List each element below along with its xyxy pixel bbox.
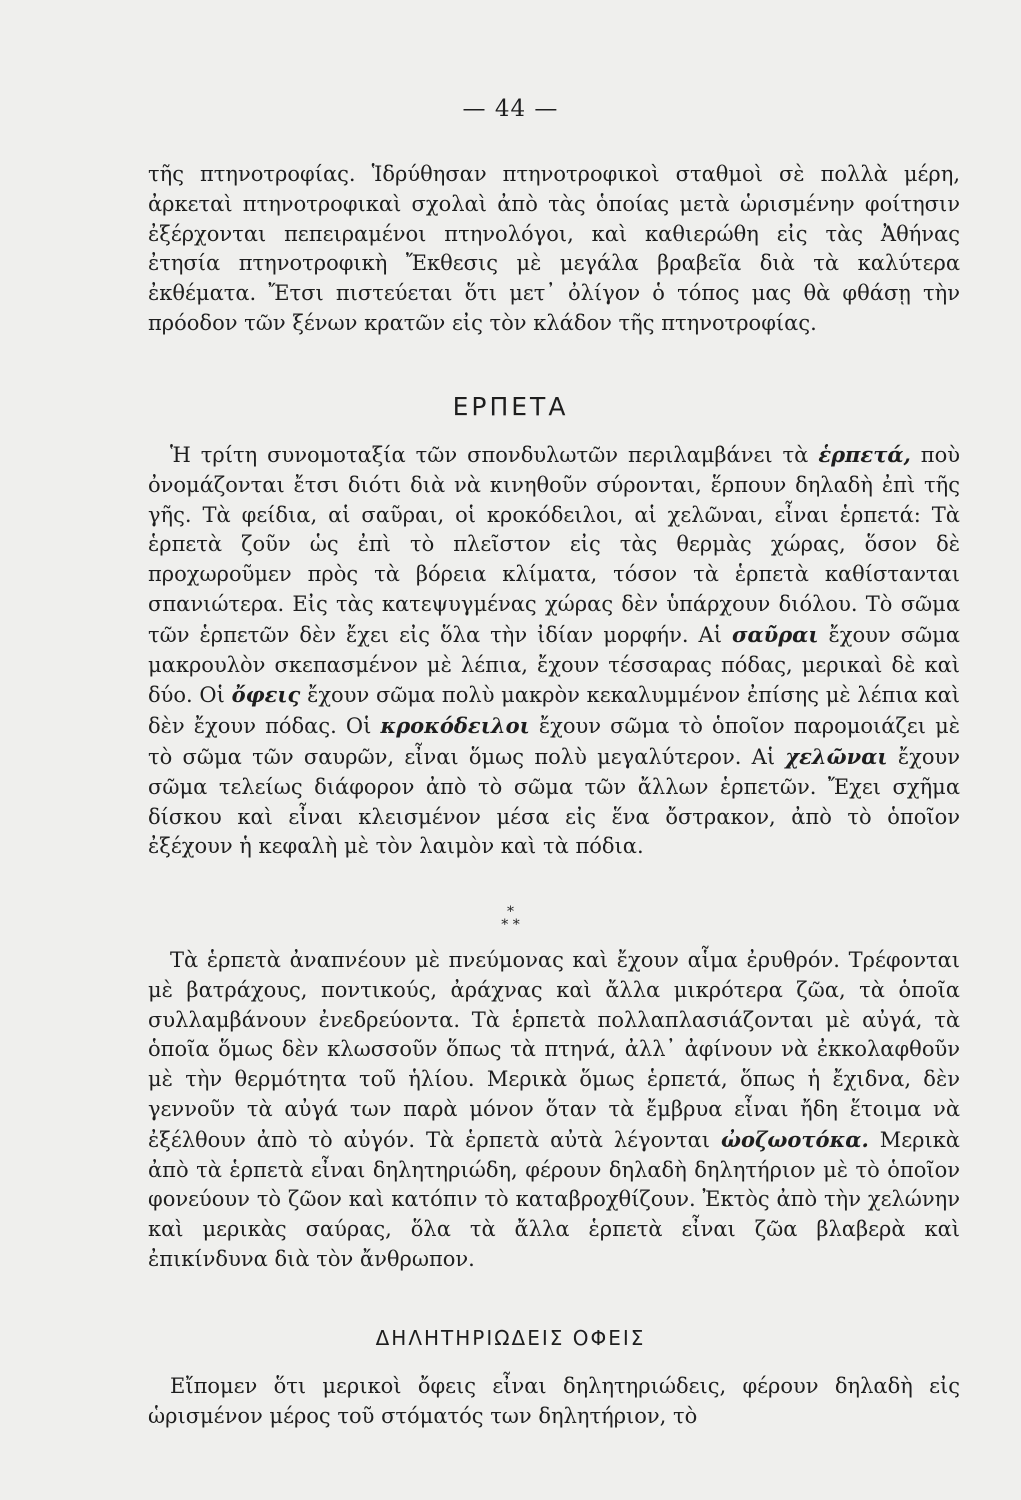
section-heading-reptiles: ΕΡΠΕΤΑ [452, 392, 569, 421]
section-heading-venomous-snakes: ΔΗΛΗΤΗΡΙΩΔΕΙΣ ΟΦΕΙΣ [375, 1326, 646, 1350]
reproduction-paragraph-block [148, 946, 960, 1275]
text-run: Ἡ τρίτη συνομοταξία τῶν σπονδυλωτῶν περιλαμβάνει τὰ [170, 443, 809, 467]
text-run: ἔχουν σῶμα τὸ ὁποῖον παρομοιάζει μὲ τὸ σῶμα τῶν σαυρῶν, εἶναι ὅμως πολὺ μεγαλύτερον. Αἱ [148, 714, 960, 769]
term-reptiles: ἑρπετά, [818, 442, 911, 467]
term-snakes: ὄφεις [231, 682, 301, 708]
text-run: ἔχουν σῶμα μακρουλὸν σκεπασμένον μὲ λέπια, ἔχουν τέσσαρας πόδας, μερικαὶ δὲ καὶ δύο. Οἱ [148, 622, 960, 708]
text-run: Μερικὰ ἀπὸ τὰ ἑρπετὰ εἶναι δηλητηριώδη, φέρουν δηλαδὴ δηλητήριον μὲ τὸ ὁποῖον φονεύουν τὸ ζῶον καὶ κατόπιν τὸ καταβροχθίζουν. Ἐκτὸς ἀπὸ τὴν χελώνην καὶ μερικὰς σαύρας, ὅλα τὰ ἄλλα ἑρπετὰ εἶναι ζῶα βλαβερὰ καὶ ἐπικίνδυνα διὰ τὸν ἄνθρωπον. [148, 1127, 960, 1271]
text-run: ἔχουν σῶμα πολὺ μακρὸν κεκαλυμμένον ἐπίσης μὲ λέπια καὶ δὲν ἔχουν πόδας. Οἱ [148, 683, 960, 739]
page-number: — 44 — [462, 96, 559, 122]
poultry-paragraph-block [148, 160, 960, 339]
text-run: Τὰ ἑρπετὰ ἀναπνέουν μὲ πνεύμονας καὶ ἔχουν αἷμα ἐρυθρόν. Τρέφονται μὲ βατράχους, ποντικούς, ἀράχνας καὶ ἄλλα μικρότερα ζῶα, τὰ ὁποῖα συλλαμβάνουν ἐνεδρεύοντα. Τὰ ἑρπετὰ πολλαπλασιάζονται μὲ αὐγά, τὰ ὁποῖα ὅμως δὲν κλωσσοῦν ὅπως τὰ πτηνά, ἀλλ᾿ ἀφίνουν νὰ ἐκκολαφθοῦν μὲ τὴν θερμότητα τοῦ ἡλίου. Μερικὰ ὅμως ἑρπετά, ὅπως ἡ ἔχιδνα, δὲν γεννοῦν τὰ αὐγά των παρὰ μόνον ὅταν τὰ ἔμβρυα εἶναι ἤδη ἕτοιμα νὰ ἐξέλθουν ἀπὸ τὸ αὐγόν. Τὰ ἑρπετὰ αὐτὰ λέγονται [148, 948, 960, 1152]
poultry-paragraph: τῆς πτηνοτροφίας. Ἱδρύθησαν πτηνοτροφικοὶ σταθμοὶ σὲ πολλὰ μέρη, ἀρκεταὶ πτηνοτροφικαὶ σχολαὶ ἀπὸ τὰς ὁποίας μετὰ ὡρισμένην φοίτησιν ἐξέρχονται πεπειραμένοι πτηνολόγοι, καὶ καθιερώθη εἰς τὰς Ἀθήνας ἐτησία πτηνοτροφικὴ Ἔκθεσις μὲ μεγάλα βραβεῖα διὰ τὰ καλύτερα ἐκθέματα. Ἔτσι πιστεύεται ὅτι μετ᾿ ὀλίγον ὁ τόπος μας θὰ φθάσῃ τὴν πρόοδον τῶν ξένων κρατῶν εἰς τὸν κλάδον τῆς πτηνοτροφίας. [148, 162, 960, 335]
venomous-paragraph: Εἴπομεν ὅτι μερικοὶ ὄφεις εἶναι δηλητηριώδεις, φέρουν δηλαδὴ εἰς ὡρισμένον μέρος τοῦ στόματός των δηλητήριον, τὸ [148, 1374, 960, 1428]
term-crocodiles: κροκόδειλοι [380, 713, 530, 739]
term-turtles: χελῶναι [785, 743, 888, 769]
term-lizards: σαῦραι [731, 621, 819, 647]
text-run: ἔχουν σῶμα τελείως διάφορον ἀπὸ τὸ σῶμα τῶν ἄλλων ἑρπετῶν. Ἔχει σχῆμα δίσκου καὶ εἶναι κλεισμένον μέσα εἰς ἕνα ὄστρακον, ἀπὸ τὸ ὁποῖον ἐξέχουν ἡ κεφαλὴ μὲ τὸν λαιμὸν καὶ τὰ πόδια. [148, 744, 960, 859]
term-ovoviviparous: ὠοζωοτόκα. [720, 1126, 869, 1152]
asterism-top: * [507, 904, 514, 920]
text-run: ποὺ ὀνομάζονται ἔτσι διότι διὰ νὰ κινηθοῦν σύρονται, ἕρπουν δηλαδὴ ἐπὶ τῆς γῆς. Τὰ φείδια, αἱ σαῦραι, οἱ κροκόδειλοι, αἱ χελῶναι, εἶναι ἑρπετά: Τὰ ἑρπετὰ ζοῦν ὡς ἐπὶ τὸ πλεῖστον εἰς τὰς θερμὰς χώρας, ὅσον δὲ προχωροῦμεν πρὸς τὰ βόρεια κλίματα, τόσον τὰ ἑρπετὰ καθίστανται σπανιώτερα. Εἰς τὰς κατεψυγμένας χώρας δὲν ὑπάρχουν διόλου. Τὸ σῶμα τῶν ἑρπετῶν δὲν ἔχει εἰς ὅλα τὴν ἰδίαν μορφήν. Αἱ [148, 443, 960, 647]
venomous-paragraph-block [148, 1372, 960, 1432]
reptiles-paragraph-block [148, 440, 960, 862]
reptiles-paragraph [148, 440, 960, 862]
asterism-separator [0, 906, 1021, 932]
asterism-bottom: * * [501, 917, 520, 933]
reproduction-paragraph [148, 946, 960, 1275]
